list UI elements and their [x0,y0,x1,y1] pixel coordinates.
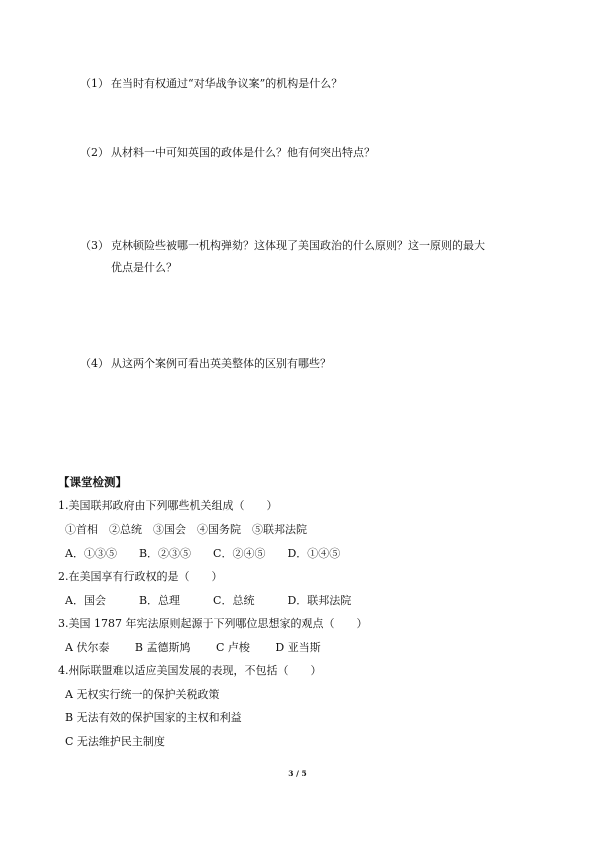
test-q2-stem: 2.在美国享有行政权的是（ ） [58,570,223,583]
question-1-number: （1） [80,77,109,90]
test-q4-option-b: B 无法有效的保护国家的主权和利益 [65,711,242,724]
test-q1-options: A．①③⑤ B．②③⑤ C．②④⑤ D．①④⑤ [65,547,341,560]
question-3-number: （3） [80,239,109,252]
page-number: 3 / 5 [288,769,307,778]
test-q4-stem: 4.州际联盟难以适应美国发展的表现，不包括（ ） [58,664,322,677]
question-1-text: 在当时有权通过“对华战争议案”的机构是什么？ [111,77,343,90]
question-4-text: 从这两个案例可看出英美整体的区别有哪些？ [111,357,331,370]
question-4-number: （4） [80,357,109,370]
section-title: 【课堂检测】 [58,475,127,489]
question-2-number: （2） [80,146,109,159]
test-q4-option-c: C 无法维护民主制度 [65,735,165,748]
test-q3-stem: 3.美国 1787 年宪法原则起源于下列哪位思想家的观点（ ） [58,617,368,630]
test-q2-options: A．国会 B．总理 C．总统 D．联邦法院 [65,594,352,607]
test-q1-items: ①首相 ②总统 ③国会 ④国务院 ⑤联邦法院 [65,523,307,536]
test-q3-options: A 伏尔泰 B 孟德斯鸠 C 卢梭 D 亚当斯 [65,641,321,654]
test-q4-option-a: A 无权实行统一的保护关税政策 [65,688,220,701]
test-q1-stem: 1.美国联邦政府由下列哪些机关组成（ ） [58,499,278,512]
question-2-text: 从材料一中可知英国的政体是什么？他有何突出特点？ [111,146,375,159]
question-3-text: 克林顿险些被哪一机构弹劾？这体现了美国政治的什么原则？这一原则的最大优点是什么？ [111,239,485,274]
